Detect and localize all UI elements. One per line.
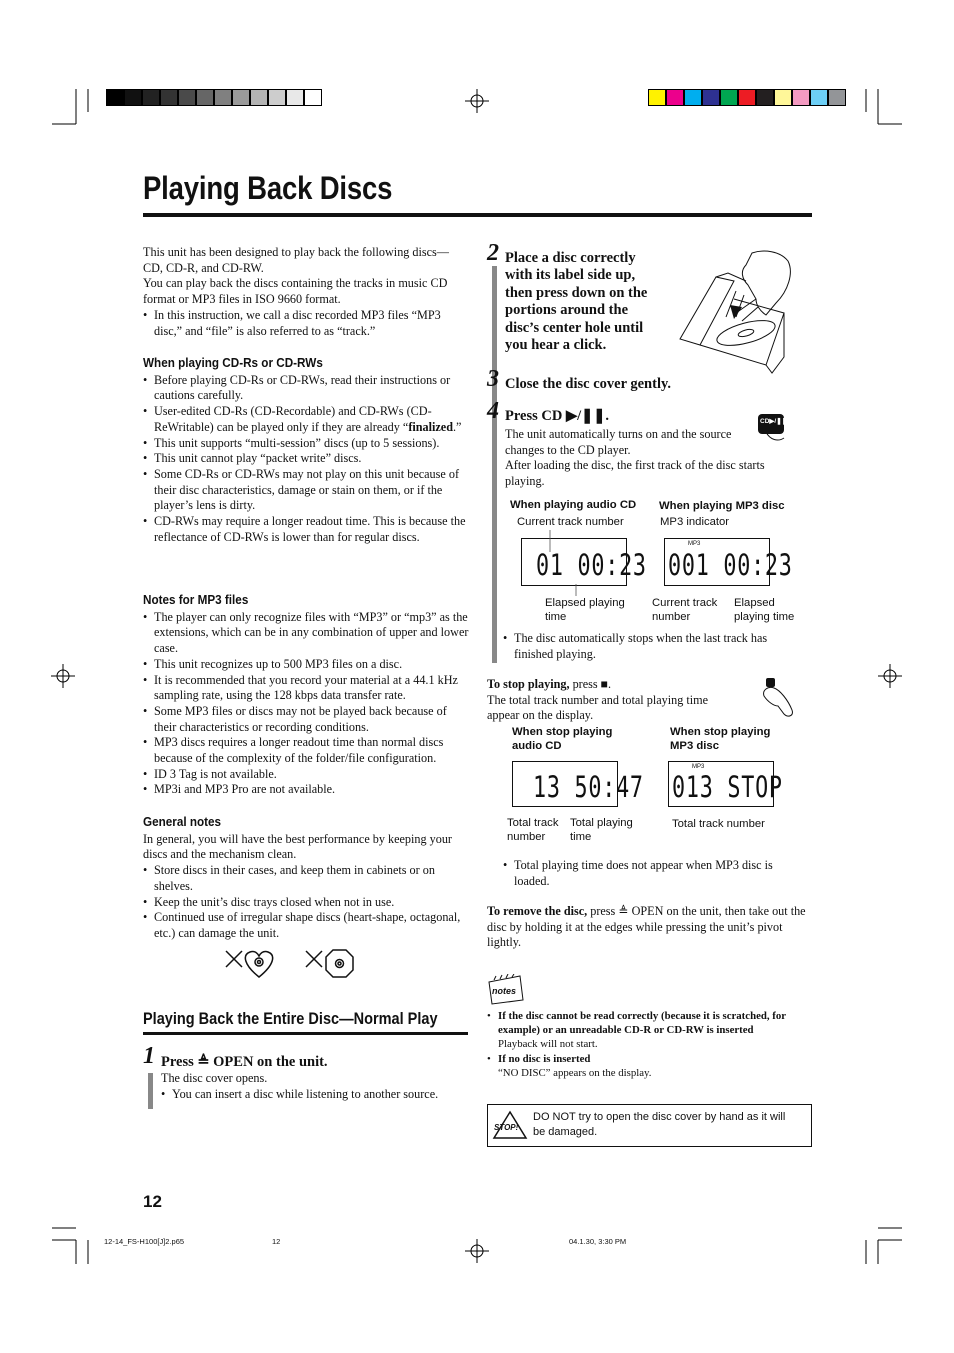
step-2-number: 2 <box>487 240 499 266</box>
normal-play-rule <box>143 1032 468 1035</box>
title-rule <box>143 213 812 217</box>
audio-stop-display <box>512 761 644 807</box>
intro-paragraph-1: This unit has been designed to play back the following discs—CD, CD-R, and CD-RW. <box>143 245 449 275</box>
gray-swatch <box>304 89 322 106</box>
list-item: • MP3i and MP3 Pro are not available. <box>143 782 470 798</box>
gray-swatch <box>268 89 286 106</box>
list-item: • It is recommended that you record your material at a 44.1 kHz sampling rate, using the 128 kbps data transfer rate. <box>143 673 470 704</box>
stop-lead-rest: press ■. <box>569 677 612 691</box>
list-item: • MP3 discs requires a longer readout time than normal discs because of the complexity of the folder/file configuration. <box>143 735 470 766</box>
color-swatch <box>684 89 702 106</box>
color-swatch <box>738 89 756 106</box>
no-irregular-disc-icon <box>222 947 362 983</box>
footer-date: 04.1.30, 3:30 PM <box>569 1237 627 1246</box>
page-number: 12 <box>143 1192 162 1211</box>
note-1-text: Playback will not start. <box>498 1038 598 1051</box>
color-swatch <box>666 89 684 106</box>
mp3-indicator: MP3 <box>688 541 701 547</box>
steps-bar <box>492 266 497 663</box>
intro-paragraph-2: You can play back the discs containing the tracks in music CD format or MP3 files in ISO 9660 format. <box>143 276 448 307</box>
finalized-tail: .” <box>453 419 462 434</box>
gray-swatch <box>142 89 160 106</box>
stop-text: The total track number and total playing time appear on the display. <box>487 692 708 723</box>
notes-icon-label: notes <box>492 986 517 996</box>
step-3-number: 3 <box>487 366 499 392</box>
remove-section <box>487 904 812 951</box>
audio-play-callouts <box>540 530 620 598</box>
cdr-heading: When playing CD-Rs or CD-RWs <box>143 355 323 370</box>
mp3-stop-heading: When stop playing MP3 disc <box>670 726 771 752</box>
general-section <box>143 814 468 942</box>
finalized-word: finalized <box>408 419 453 434</box>
step-1-bar <box>148 1073 153 1109</box>
gray-swatch <box>196 89 214 106</box>
note-1-bold: If the disc cannot be read correctly (because it is scratched, for example) or an unreadable CD-R or CD-RW is inserted <box>498 1010 786 1037</box>
color-swatch <box>774 89 792 106</box>
step-4-title: Press CD ▶/❚❚. <box>505 408 610 424</box>
notes-icon <box>486 974 526 1006</box>
step-1-number: 1 <box>143 1043 155 1069</box>
mp3-stop-display <box>668 761 783 807</box>
audio-play-heading: When playing audio CD <box>510 499 637 511</box>
step-4-number: 4 <box>487 398 499 424</box>
mp3-stop-indicator: MP3 <box>692 764 705 770</box>
mp3-play-heading: When playing MP3 disc <box>659 500 785 512</box>
mp3-heading: Notes for MP3 files <box>143 592 249 607</box>
stop-section <box>487 677 732 724</box>
list-item: • This unit recognizes up to 500 MP3 files on a disc. <box>143 657 470 673</box>
list-item-text: User-edited CD-Rs (CD-Recordable) and CD-RWs (CD-ReWritable) can be played only if they are already “ <box>154 404 432 434</box>
step-4-body <box>505 427 795 490</box>
mp3-stop-digits: 013 STOP <box>672 770 783 804</box>
warning-box <box>487 1104 812 1147</box>
step-1 <box>161 1054 471 1103</box>
color-swatch <box>720 89 738 106</box>
general-heading: General notes <box>143 814 222 829</box>
step-4-paragraph-2: After loading the disc, the first track of the disc starts playing. <box>505 458 765 489</box>
list-item: • Before playing CD-Rs or CD-RWs, read their instructions or cautions carefully. <box>143 373 470 404</box>
note-item <box>487 1052 807 1080</box>
list-item: • CD-RWs may require a longer readout time. This is because the reflectance of CD-RWs is lower than for regular discs. <box>143 514 470 545</box>
note-item <box>487 1009 807 1052</box>
mp3-time-note <box>503 858 798 889</box>
audio-stop-label-time: Total playing time <box>570 817 633 843</box>
page-title: Playing Back Discs <box>143 170 393 206</box>
gray-swatch <box>124 89 142 106</box>
list-item: • Some MP3 files or discs may not be played back because of their characteristics or recording conditions. <box>143 704 470 735</box>
note-2-text: “NO DISC” appears on the display. <box>498 1066 652 1079</box>
step-1-title: Press ≜ OPEN on the unit. <box>161 1054 328 1070</box>
notes-list <box>487 1009 807 1080</box>
normal-play-heading: Playing Back the Entire Disc—Normal Play <box>143 1010 438 1028</box>
gray-swatch <box>178 89 196 106</box>
audio-play-label-track: Current track number <box>517 516 624 528</box>
gray-swatch <box>232 89 250 106</box>
audio-play-label-elapsed: Elapsed playing time <box>545 597 625 623</box>
audio-stop-label-tracks: Total track number <box>507 817 559 843</box>
intro-bullet: • In this instruction, we call a disc recorded MP3 files “MP3 disc,” and “file” is also referred to as “track.” <box>143 308 468 339</box>
cdr-section <box>143 355 470 545</box>
intro-block <box>143 245 468 339</box>
list-item: • This unit supports “multi-session” discs (up to 5 sessions). <box>143 436 470 452</box>
remove-lead: To remove the disc, <box>487 904 588 918</box>
footer-file: 12-14_FS-H100[J]2.p65 <box>104 1237 185 1246</box>
gray-swatch <box>214 89 232 106</box>
disc-insertion-illustration <box>676 247 796 375</box>
gray-swatch <box>250 89 268 106</box>
list-item <box>143 404 470 435</box>
finger-icon <box>764 430 786 444</box>
color-swatch <box>828 89 846 106</box>
mp3-play-label-track: Current track number <box>652 597 718 623</box>
audio-stop-heading: When stop playing audio CD <box>512 726 613 752</box>
audio-stop-digits: 13 50:47 <box>533 770 644 804</box>
color-swatch <box>810 89 828 106</box>
list-item: • ID 3 Tag is not available. <box>143 767 470 783</box>
color-swatch <box>648 89 666 106</box>
mp3-play-label-indicator: MP3 indicator <box>660 516 730 528</box>
stop-warning-label: STOP! <box>494 1123 519 1132</box>
mp3-stop-label-tracks: Total track number <box>672 818 765 830</box>
stop-lead: To stop playing, <box>487 677 570 691</box>
list-item: • Some CD-Rs or CD-RWs may not play on this unit because of their disc characteristics, damage or stain on them, or if the player’s lens is dirty. <box>143 467 470 514</box>
color-swatch <box>702 89 720 106</box>
list-item: • Continued use of irregular shape discs (heart-shape, octagonal, etc.) can damage the unit. <box>143 910 468 941</box>
footer-page: 12 <box>272 1237 281 1246</box>
audio-play-digits: 01 00:23 <box>536 548 647 582</box>
mp3-section <box>143 592 470 798</box>
cd-button-label: CD▶/❚❚ <box>760 418 788 425</box>
stop-button-finger-icon <box>758 676 796 720</box>
mp3-play-label-elapsed: Elapsed playing time <box>734 597 795 623</box>
gray-swatch <box>106 89 124 106</box>
gray-swatch <box>160 89 178 106</box>
note-2-bold: If no disc is inserted <box>498 1052 591 1065</box>
remove-text: press ≜ OPEN on the unit, then take out the disc by holding it at the edges while pressing the unit’s pivot lightly. <box>487 904 806 950</box>
step-1-bullet: • You can insert a disc while listening to another source. <box>161 1087 471 1103</box>
mp3-play-display <box>664 538 793 586</box>
auto-stop-bullet: • The disc automatically stops when the last track has finished playing. <box>503 631 795 662</box>
list-item: • The player can only recognize files with “MP3” or “mp3” as the extensions, which can be in any combination of upper and lower case. <box>143 610 470 657</box>
gray-swatch <box>286 89 304 106</box>
color-swatch <box>756 89 774 106</box>
general-intro: In general, you will have the best performance by keeping your discs and the mechanism clean. <box>143 831 452 862</box>
step-2-title: Place a disc correctly with its label side up, then press down on the portions around the disc’s center hole until you hear a click. <box>505 250 648 354</box>
mp3-play-digits: 001 00:23 <box>668 548 793 582</box>
list-item: • Keep the unit’s disc trays closed when not in use. <box>143 895 468 911</box>
list-item: • This unit cannot play “packet write” discs. <box>143 451 470 467</box>
list-item: • Store discs in their cases, and keep them in cabinets or on shelves. <box>143 863 468 894</box>
color-swatch <box>792 89 810 106</box>
auto-stop-note <box>503 631 795 662</box>
mp3-time-bullet: • Total playing time does not appear when MP3 disc is loaded. <box>503 858 798 889</box>
step-1-text: The disc cover opens. <box>161 1071 268 1086</box>
warning-text: DO NOT try to open the disc cover by hand as it will be damaged. <box>533 1111 786 1138</box>
step-3-title: Close the disc cover gently. <box>505 376 672 392</box>
step-4-paragraph-1: The unit automatically turns on and the source changes to the CD player. <box>505 427 732 457</box>
